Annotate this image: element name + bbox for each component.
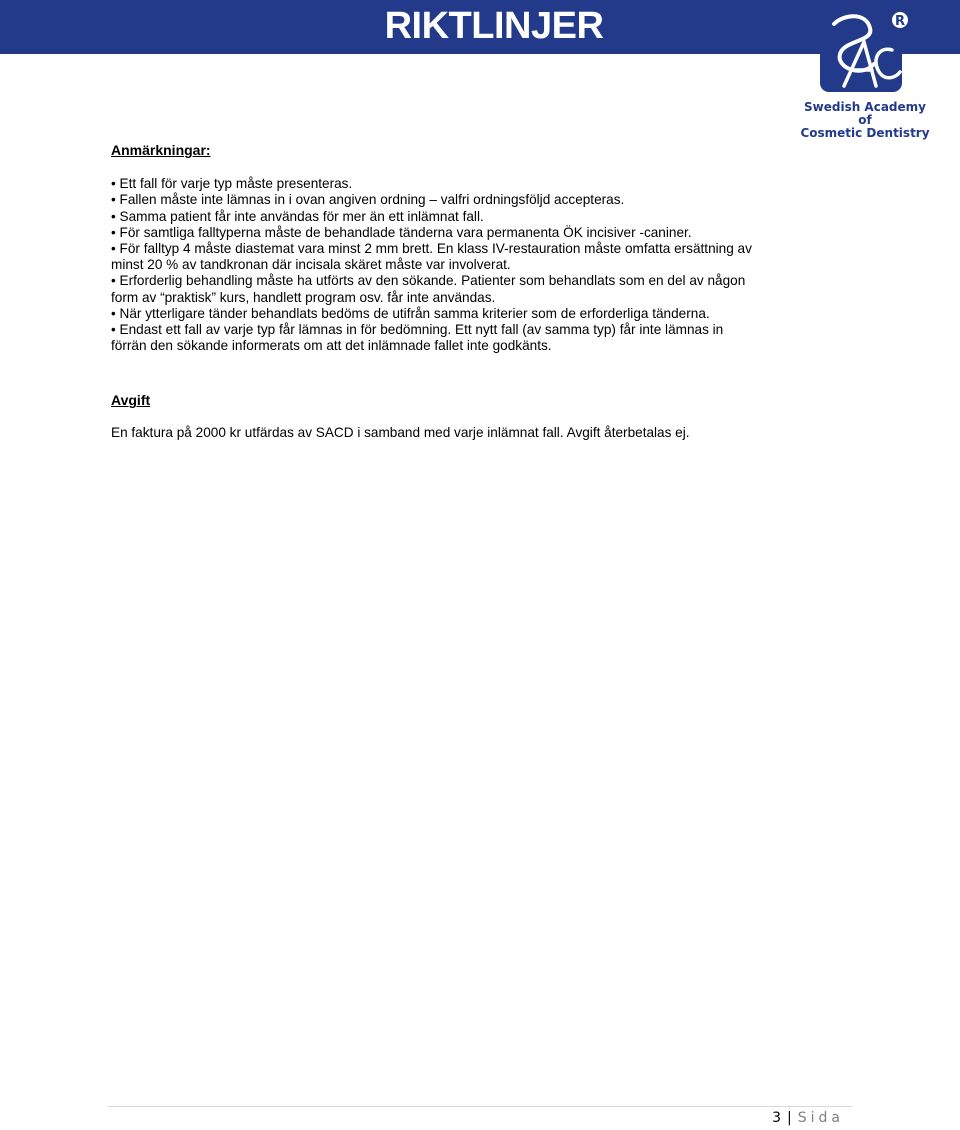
document-body bbox=[111, 142, 811, 454]
logo-line-1: Swedish Academy of bbox=[804, 100, 926, 127]
note-line: • När ytterligare tänder behandlats bedöms de utifrån samma kriterier som de erforderliga tänderna. bbox=[111, 306, 811, 322]
fee-text: En faktura på 2000 kr utfärdas av SACD i samband med varje inlämnat fall. Avgift återbetalas ej. bbox=[111, 424, 690, 440]
note-line: • Ett fall för varje typ måste presenteras. bbox=[111, 176, 811, 192]
note-line: • För samtliga falltyperna måste de behandlade tänderna vara permanenta ÖK incisiver -caniner. bbox=[111, 225, 811, 241]
sacd-logo bbox=[800, 6, 930, 140]
note-line: • Erforderlig behandling måste ha utförts av den sökande. Patienter som behandlats som en del av någon bbox=[111, 273, 811, 289]
notes-heading: Anmärkningar: bbox=[111, 142, 211, 158]
footer-divider bbox=[108, 1106, 852, 1107]
note-line: • Fallen måste inte lämnas in i ovan angiven ordning – valfri ordningsföljd accepteras. bbox=[111, 192, 811, 208]
note-line: minst 20 % av tandkronan där incisala skäret måste var involverat. bbox=[111, 257, 511, 273]
page-footer bbox=[772, 1110, 844, 1126]
fee-heading: Avgift bbox=[111, 392, 151, 409]
note-line: • För falltyp 4 måste diastemat vara minst 2 mm brett. En klass IV-restauration måste omfatta ersättning av bbox=[111, 241, 811, 257]
logo-wordmark bbox=[800, 101, 930, 140]
notes-list bbox=[111, 176, 811, 354]
svg-text:R: R bbox=[894, 14, 906, 29]
footer-separator: | bbox=[787, 1110, 792, 1126]
page-number: 3 bbox=[772, 1110, 782, 1126]
note-line: förrän den sökande informerats om att det inlämnade fallet inte godkänts. bbox=[111, 338, 552, 354]
note-line: form av “praktisk” kurs, handlett program osv. får inte användas. bbox=[111, 289, 496, 305]
logo-line-2: Cosmetic Dentistry bbox=[800, 126, 930, 140]
page-label: Sida bbox=[797, 1110, 844, 1126]
note-line: • Endast ett fall av varje typ får lämnas in för bedömning. Ett nytt fall (av samma typ) får inte lämnas in bbox=[111, 322, 811, 338]
note-line: • Samma patient får inte användas för mer än ett inlämnat fall. bbox=[111, 209, 811, 225]
sacd-logo-mark-icon bbox=[814, 6, 912, 98]
page-title: RIKTLINJER bbox=[384, 5, 604, 47]
